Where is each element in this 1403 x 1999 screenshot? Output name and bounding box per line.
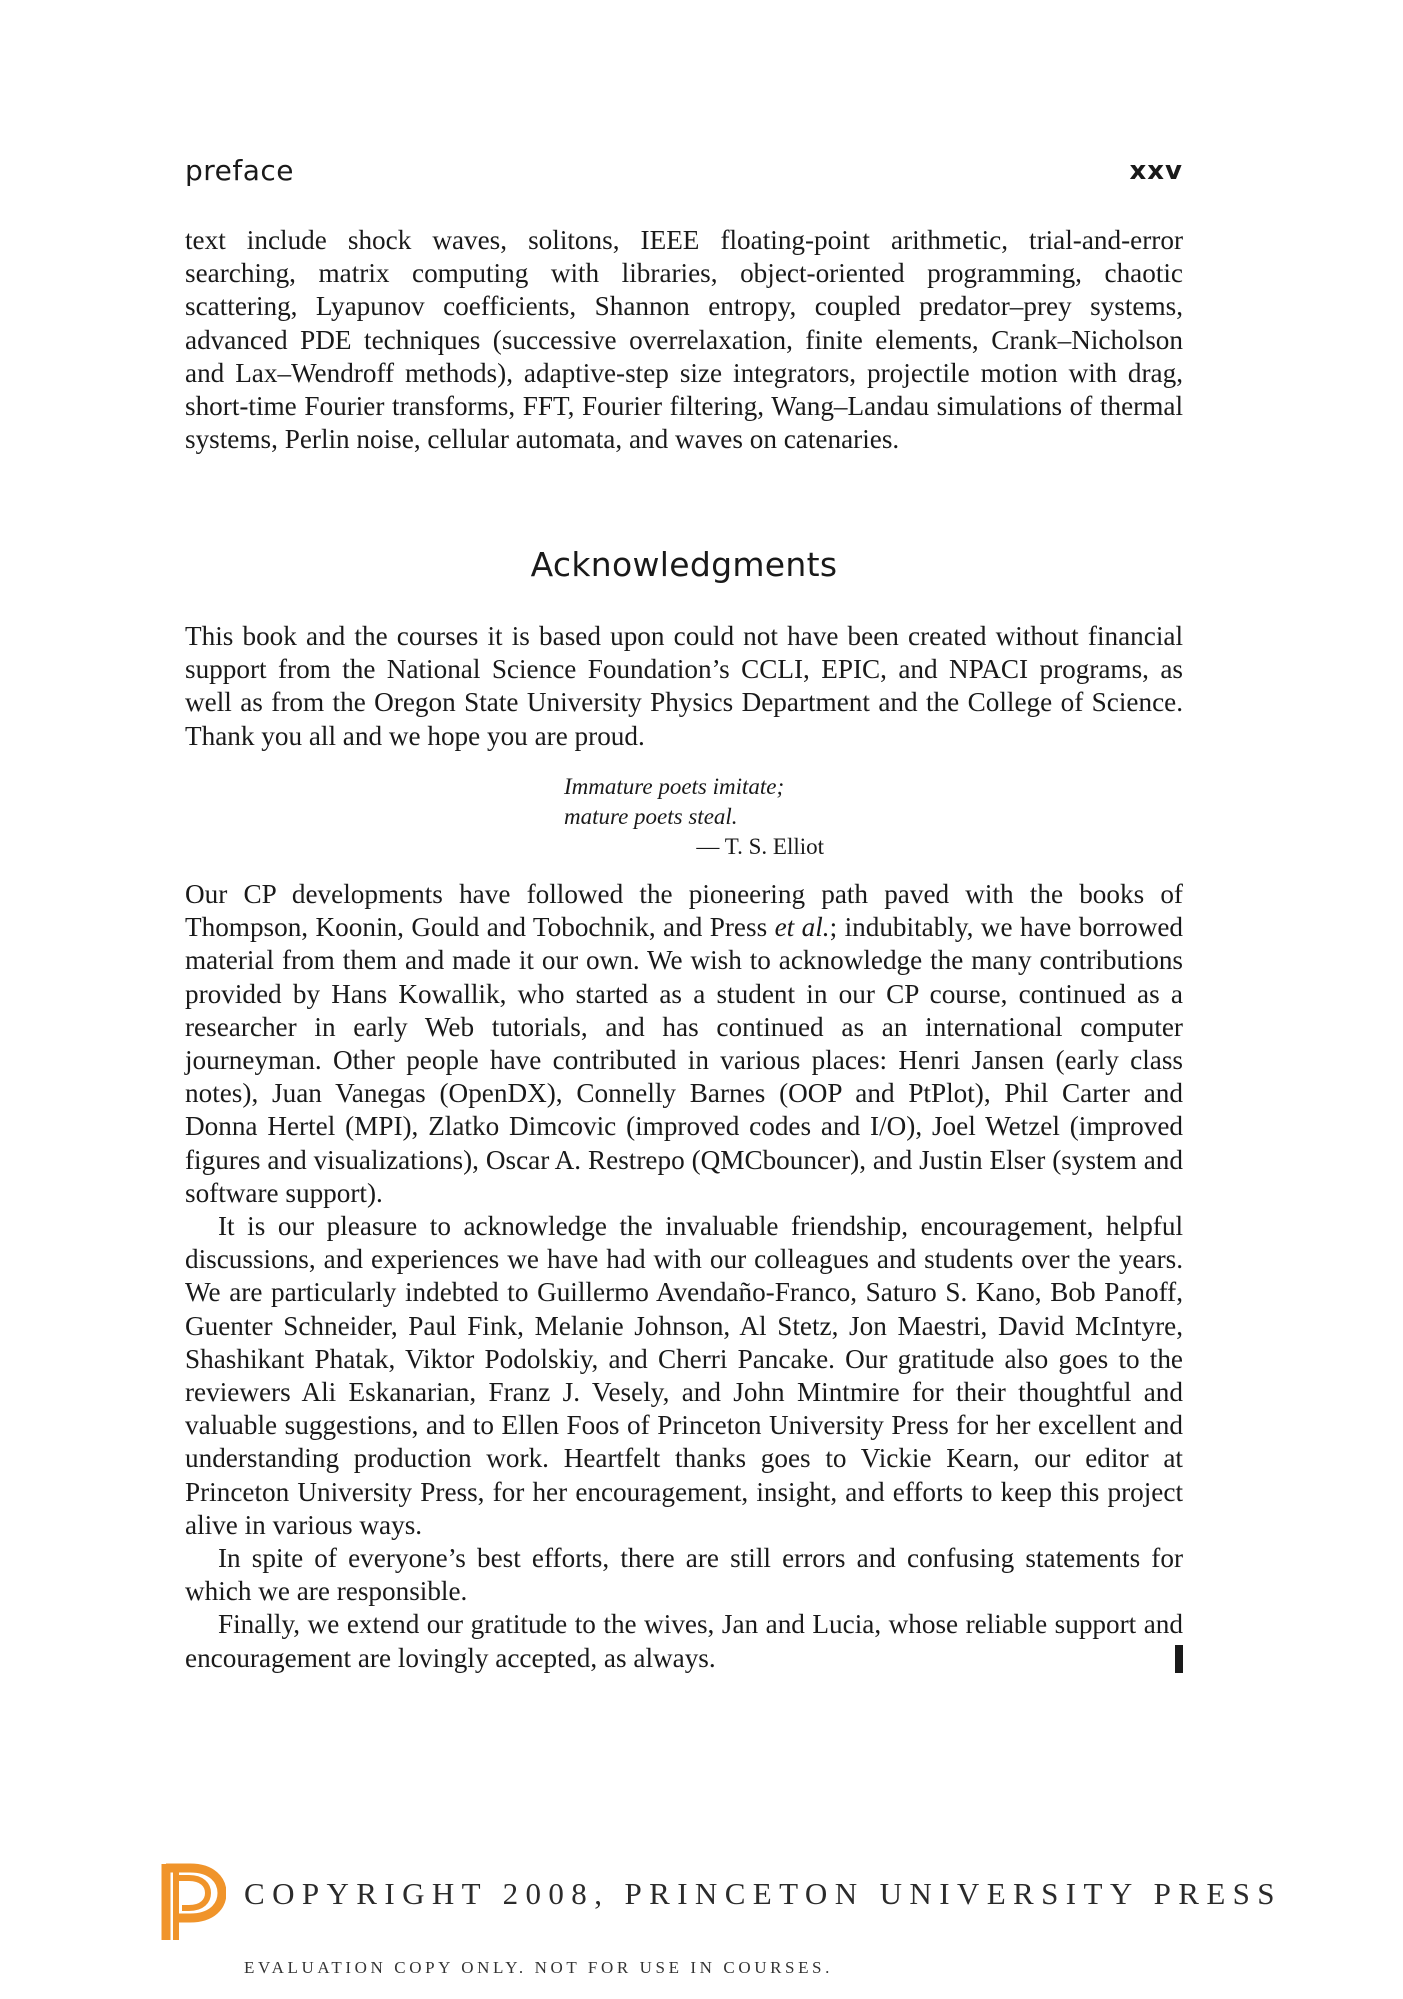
epigraph — [564, 772, 824, 862]
ack-paragraph-2-part-1: Our CP developments have followed the pioneering path paved with the books of Thompson, Koonin, Gould and Tobochnik, and Press — [185, 879, 1183, 943]
footer — [160, 1862, 1300, 1982]
section-heading: Acknowledgments — [530, 545, 838, 584]
ack-paragraph-1-block — [185, 620, 1183, 753]
copyright-notice: COPYRIGHT 2008, PRINCETON UNIVERSITY PRESS — [244, 1876, 1282, 1911]
princeton-press-logo-icon — [160, 1862, 226, 1942]
ack-paragraph-3: It is our pleasure to acknowledge the invaluable friendship, encouragement, helpful discussions, and experiences we have had with our colleagues and students over the years. We are particularly indebted to Guillermo Avendaño-Franco, Saturo S. Kano, Bob Panoff, Guenter Schneider, Paul Fink, Melanie Johnson, Al Stetz, Jon Maestri, David McIntyre, Shashikant Phatak, Viktor Podolskiy, and Cherri Pancake. Our gratitude also goes to the reviewers Ali Eskanarian, Franz J. Vesely, and John Mintmire for their thoughtful and valuable suggestions, and to Ellen Foos of Princeton University Press for her excellent and understanding production work. Heartfelt thanks goes to Vickie Kearn, our editor at Princeton University Press, for her encouragement, insight, and efforts to keep this project alive in various ways. — [185, 1211, 1183, 1540]
epigraph-line-1: Immature poets imitate; — [564, 774, 785, 799]
intro-paragraph-block — [185, 224, 1183, 456]
epigraph-line-2: mature poets steal. — [564, 804, 738, 829]
ack-paragraph-2 — [185, 878, 1183, 1210]
ack-paragraph-4: In spite of everyone’s best efforts, there are still errors and confusing statements for which we are responsible. — [185, 1543, 1183, 1607]
intro-paragraph: text include shock waves, solitons, IEEE floating-point arithmetic, trial-and-error searching, matrix computing with libraries, object-oriented programming, chaotic scattering, Lyapunov coefficients, Shannon entropy, coupled predator–prey systems, advanced PDE techniques (successive overrelaxation, finite elements, Crank–Nicholson and Lax–Wendroff methods), adaptive-step size integrators, projectile motion with drag, short-time Fourier transforms, FFT, Fourier filtering, Wang–Landau simulations of thermal systems, Perlin noise, cellular automata, and waves on catenaries. — [185, 225, 1183, 455]
running-head — [185, 152, 1183, 192]
running-head-section: preface — [185, 154, 295, 187]
epigraph-attribution: — T. S. Elliot — [696, 834, 824, 859]
ack-paragraph-5: Finally, we extend our gratitude to the wives, Jan and Lucia, whose reliable support and encouragement are lovingly accepted, as always. — [185, 1609, 1183, 1673]
end-of-section-mark — [1175, 1645, 1183, 1673]
ack-paragraph-1: This book and the courses it is based upon could not have been created without financial support from the National Science Foundation’s CCLI, EPIC, and NPACI programs, as well as from the Oregon State University Physics Department and the College of Science. Thank you all and we hope you are proud. — [185, 621, 1183, 751]
evaluation-notice: EVALUATION COPY ONLY. NOT FOR USE IN COURSES. — [244, 1958, 833, 1977]
ack-paragraph-5-wrapper — [185, 1608, 1183, 1674]
ack-paragraphs-block — [185, 878, 1183, 1675]
ack-paragraph-2-part-2: ; indubitably, we have borrowed material from them and made it our own. We wish to acknowledge the many contributions provided by Hans Kowallik, who started as a student in our CP course, continued as a researcher in early Web tutorials, and has continued as an international computer journeyman. Other people have contributed in various places: Henri Jansen (early class notes), Juan Vanegas (OpenDX), Connelly Barnes (OOP and PtPlot), Phil Carter and Donna Hertel (MPI), Zlatko Dimcovic (improved codes and I/O), Joel Wetzel (improved figures and visualizations), Oscar A. Restrepo (QMCbouncer), and Justin Elser (system and software support). — [185, 912, 1183, 1208]
page-number: xxv — [1129, 156, 1183, 186]
ack-paragraph-2-italic: et al. — [774, 912, 830, 943]
